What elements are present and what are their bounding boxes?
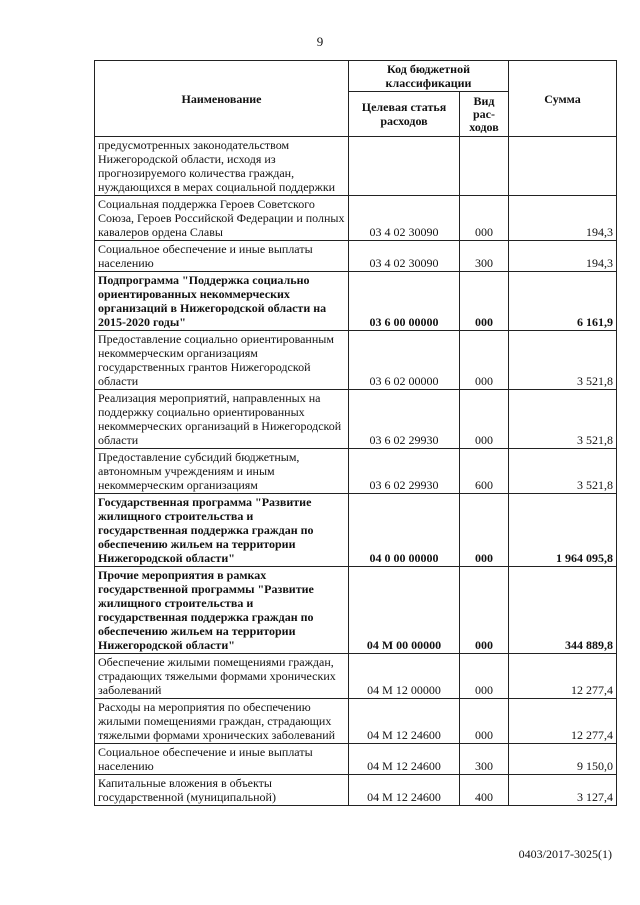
cell-kind: 000 [460,331,509,390]
cell-target: 03 6 02 29930 [349,390,460,449]
header-name: Наименование [95,61,349,137]
table-row [95,196,617,241]
cell-name: предусмотренных законодательством Нижегородской области, исходя из прогнозируемого количества граждан, нуждающихся в мерах социальной поддержки [95,137,349,196]
cell-name: Социальная поддержка Героев Советского Союза, Героев Российской Федерации и полных кавалеров ордена Славы [95,196,349,241]
cell-sum: 344 889,8 [509,567,617,654]
cell-name: Государственная программа "Развитие жилищного строительства и государственная поддержка граждан по обеспечению жильем на территории Нижегородской области" [95,494,349,567]
cell-sum [509,137,617,196]
cell-name: Капитальные вложения в объекты государственной (муниципальной) [95,775,349,806]
header-expense-kind: Вид рас-ходов [460,92,509,137]
cell-kind: 300 [460,744,509,775]
cell-sum: 3 521,8 [509,331,617,390]
cell-sum: 194,3 [509,241,617,272]
cell-sum: 3 521,8 [509,390,617,449]
cell-kind: 300 [460,241,509,272]
cell-name: Предоставление субсидий бюджетным, автономным учреждениям и иным некоммерческим организациям [95,449,349,494]
cell-kind: 000 [460,654,509,699]
table-header [95,61,617,137]
cell-target: 04 М 12 24600 [349,699,460,744]
cell-name: Обеспечение жилыми помещениями граждан, страдающих тяжелыми формами хронических заболеваний [95,654,349,699]
cell-name: Подпрограмма "Поддержка социально ориентированных некоммерческих организаций в Нижегородской области на 2015-2020 годы" [95,272,349,331]
cell-name: Прочие мероприятия в рамках государственной программы "Развитие жилищного строительства и государственная поддержка граждан по обеспечению жильем на территории Нижегородской области" [95,567,349,654]
cell-target: 03 4 02 30090 [349,241,460,272]
cell-target: 03 6 02 29930 [349,449,460,494]
header-budget-code: Код бюджетной классификации [349,61,509,92]
cell-kind: 600 [460,449,509,494]
table-row [95,744,617,775]
cell-kind: 000 [460,494,509,567]
table-row [95,699,617,744]
cell-sum: 12 277,4 [509,654,617,699]
document-number: 0403/2017-3025(1) [518,847,612,861]
table-row [95,390,617,449]
cell-target: 03 4 02 30090 [349,196,460,241]
table-row [95,272,617,331]
table-row [95,494,617,567]
cell-name: Расходы на мероприятия по обеспечению жилыми помещениями граждан, страдающих тяжелыми формами хронических заболеваний [95,699,349,744]
cell-kind: 000 [460,272,509,331]
table-row [95,654,617,699]
header-sum: Сумма [509,61,617,137]
cell-kind: 000 [460,390,509,449]
cell-target: 04 М 00 00000 [349,567,460,654]
cell-target: 03 6 00 00000 [349,272,460,331]
cell-sum: 1 964 095,8 [509,494,617,567]
table-row [95,241,617,272]
budget-table [94,60,617,806]
table-body [95,137,617,806]
cell-target: 04 М 12 24600 [349,775,460,806]
cell-name: Предоставление социально ориентированным некоммерческим организациям государственных грантов Нижегородской области [95,331,349,390]
cell-kind [460,137,509,196]
table-row [95,775,617,806]
header-target-item: Целевая статья расходов [349,92,460,137]
cell-sum: 194,3 [509,196,617,241]
cell-sum: 3 127,4 [509,775,617,806]
cell-target: 04 М 12 24600 [349,744,460,775]
table-row [95,137,617,196]
cell-name: Реализация мероприятий, направленных на поддержку социально ориентированных некоммерческих организаций в Нижегородской области [95,390,349,449]
page-number: 9 [316,34,324,49]
cell-target: 03 6 02 00000 [349,331,460,390]
table-row [95,449,617,494]
cell-sum: 6 161,9 [509,272,617,331]
cell-sum: 12 277,4 [509,699,617,744]
table-row [95,331,617,390]
cell-name: Социальное обеспечение и иные выплаты населению [95,744,349,775]
cell-kind: 000 [460,699,509,744]
cell-kind: 400 [460,775,509,806]
cell-kind: 000 [460,567,509,654]
table-row [95,567,617,654]
cell-sum: 3 521,8 [509,449,617,494]
cell-target [349,137,460,196]
cell-target: 04 0 00 00000 [349,494,460,567]
cell-target: 04 М 12 00000 [349,654,460,699]
cell-sum: 9 150,0 [509,744,617,775]
cell-kind: 000 [460,196,509,241]
cell-name: Социальное обеспечение и иные выплаты населению [95,241,349,272]
